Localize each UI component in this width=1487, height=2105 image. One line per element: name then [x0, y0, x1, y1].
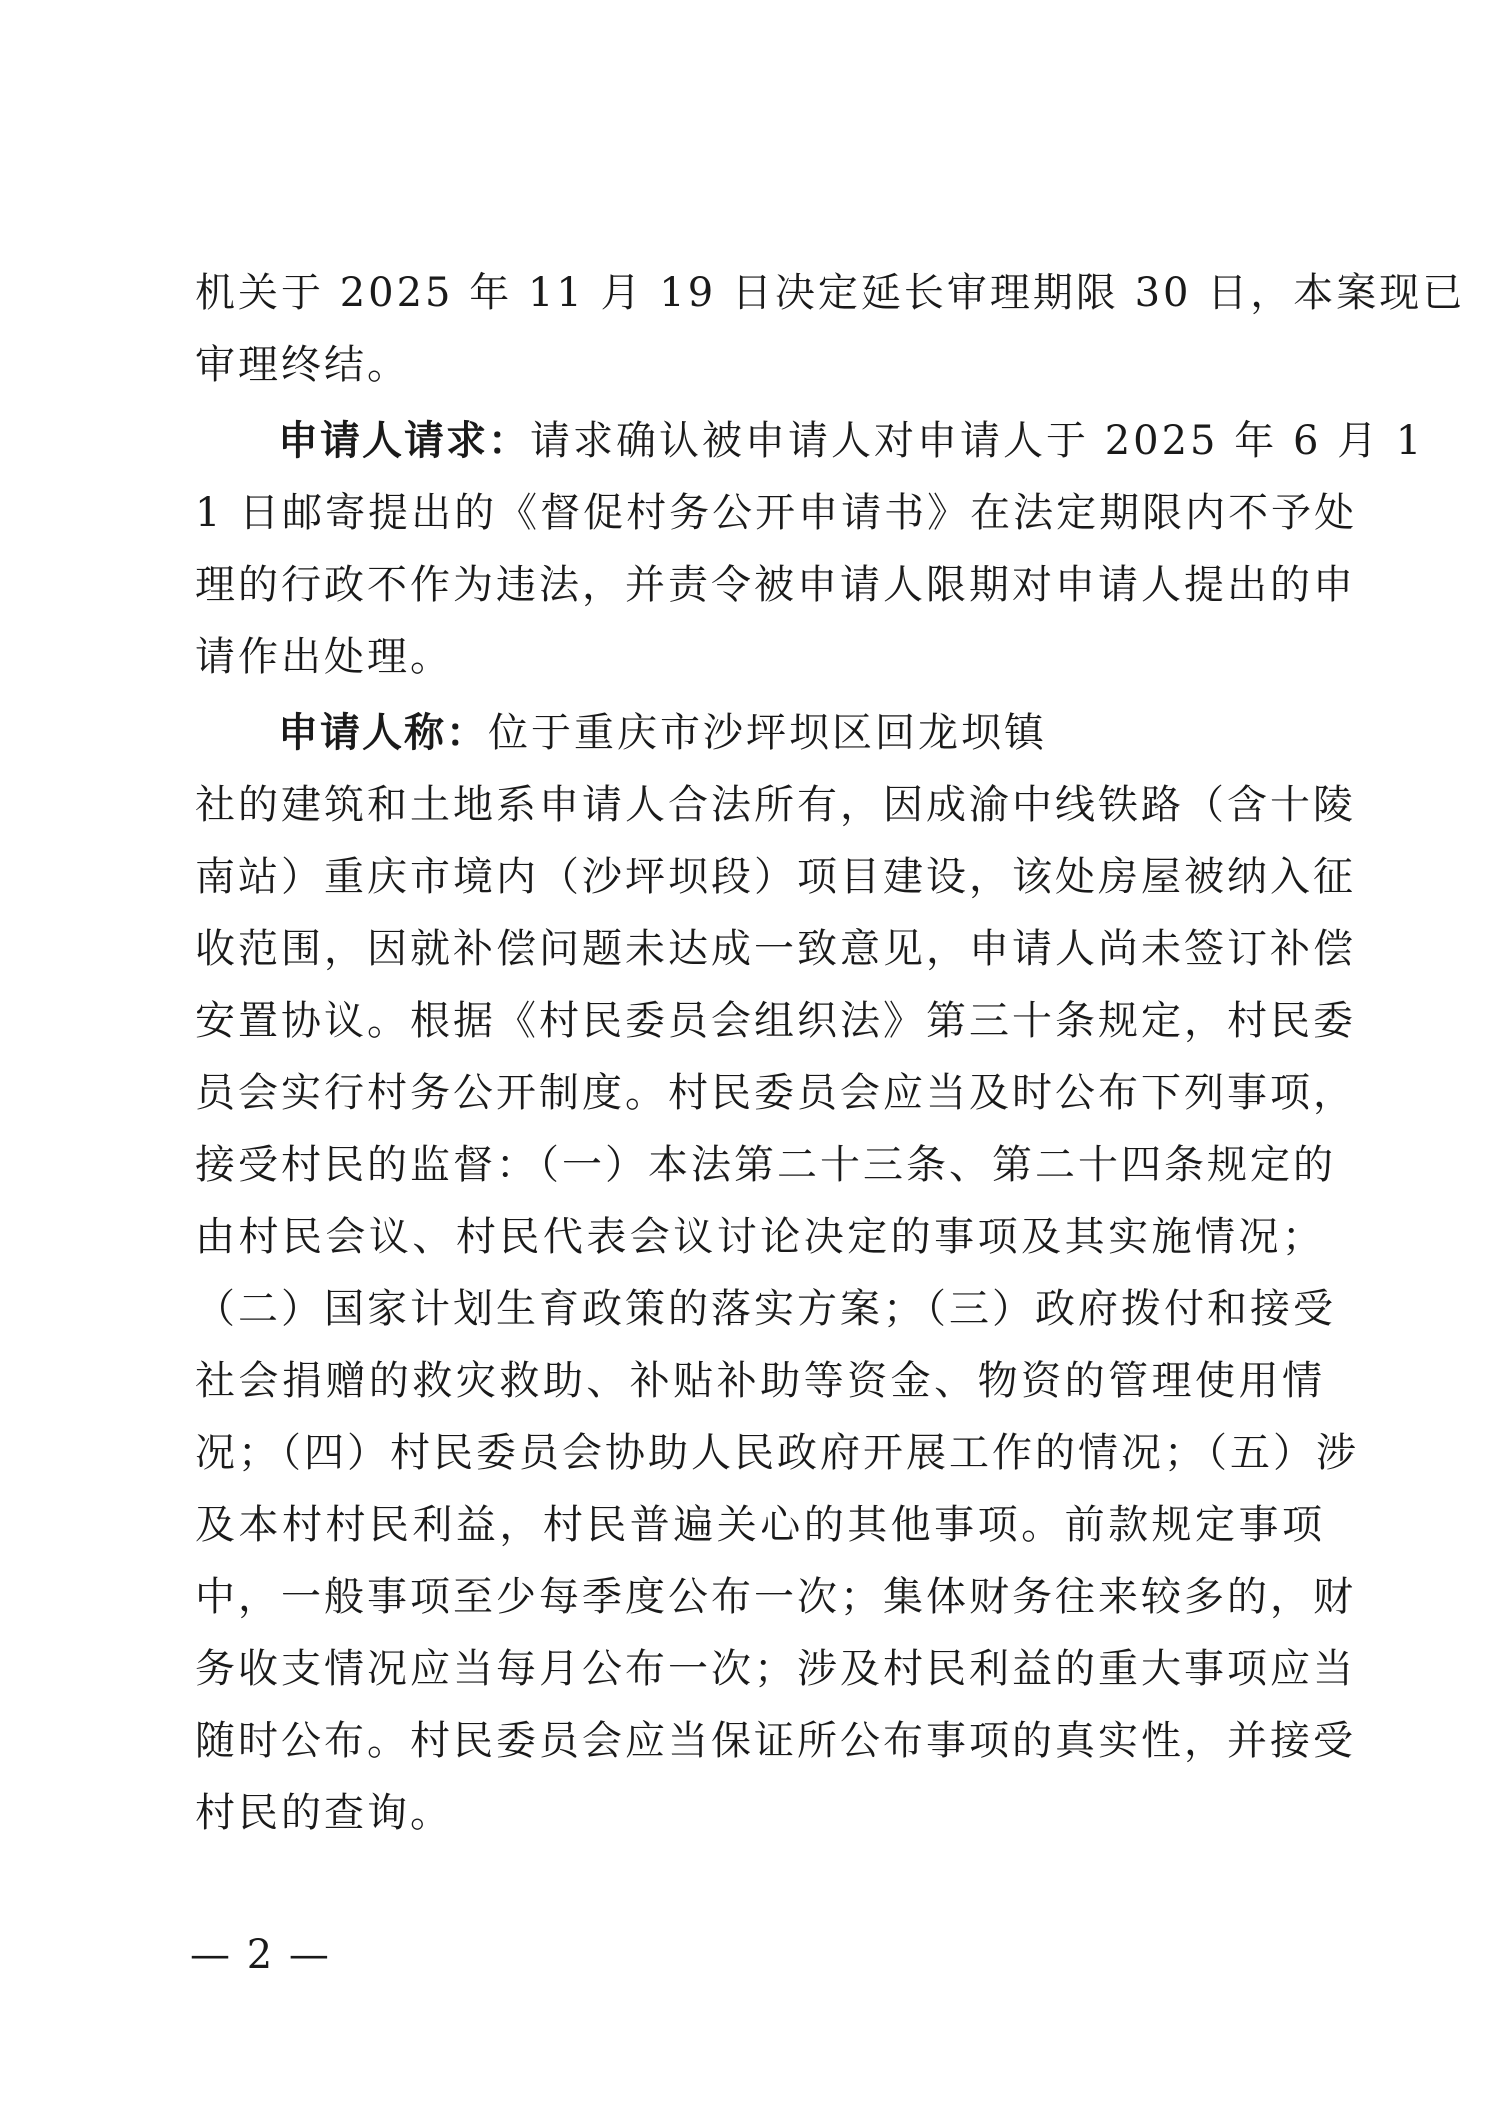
text-line-5: 理的行政不作为违法，并责令被申请人限期对申请人提出的申 [195, 562, 1356, 608]
text-line-19: 中，一般事项至少每季度公布一次；集体财务往来较多的，财 [195, 1574, 1356, 1620]
text-line-13: 接受村民的监督：（一）本法第二十三条、第二十四条规定的 [195, 1142, 1336, 1188]
text-line-12: 员会实行村务公开制度。村民委员会应当及时公布下列事项， [195, 1070, 1356, 1116]
request-paragraph-line-1 [278, 416, 1425, 466]
text-line-16: 社会捐赠的救灾救助、补贴补助等资金、物资的管理使用情 [195, 1358, 1325, 1404]
text-line-2: 审理终结。 [195, 342, 410, 388]
text-line-9: 南站）重庆市境内（沙坪坝段）项目建设，该处房屋被纳入征 [195, 854, 1356, 900]
claim-label: 申请人称： [278, 710, 488, 756]
text-line-8: 社的建筑和土地系申请人合法所有，因成渝中线铁路（含十陵 [195, 782, 1356, 828]
page-number: — 2 — [190, 1932, 331, 1978]
text-line-4: 1 日邮寄提出的《督促村务公开申请书》在法定期限内不予处 [195, 490, 1358, 536]
text-line-10: 收范围，因就补偿问题未达成一致意见，申请人尚未签订补偿 [195, 926, 1356, 972]
claim-paragraph-line-1 [278, 708, 1325, 758]
text-line-18: 及本村村民利益，村民普遍关心的其他事项。前款规定事项 [195, 1502, 1325, 1548]
text-line-20: 务收支情况应当每月公布一次；涉及村民利益的重大事项应当 [195, 1646, 1356, 1692]
text-line-21: 随时公布。村民委员会应当保证所公布事项的真实性，并接受 [195, 1718, 1356, 1764]
text-line-6: 请作出处理。 [195, 634, 453, 680]
text-line-14: 由村民会议、村民代表会议讨论决定的事项及其实施情况； [195, 1214, 1325, 1260]
request-text: 请求确认被申请人对申请人于 2025 年 6 月 1 [530, 418, 1425, 464]
request-label: 申请人请求： [278, 418, 530, 464]
text-line-22: 村民的查询。 [195, 1790, 453, 1836]
text-line-1: 机关于 2025 年 11 月 19 日决定延长审理期限 30 日，本案现已 [195, 270, 1466, 316]
text-line-11: 安置协议。根据《村民委员会组织法》第三十条规定，村民委 [195, 998, 1356, 1044]
text-line-15: （二）国家计划生育政策的落实方案；（三）政府拨付和接受 [195, 1286, 1336, 1332]
text-line-17: 况；（四）村民委员会协助人民政府开展工作的情况；（五）涉 [195, 1430, 1359, 1476]
claim-text: 位于重庆市沙坪坝区回龙坝镇 [488, 710, 1047, 756]
